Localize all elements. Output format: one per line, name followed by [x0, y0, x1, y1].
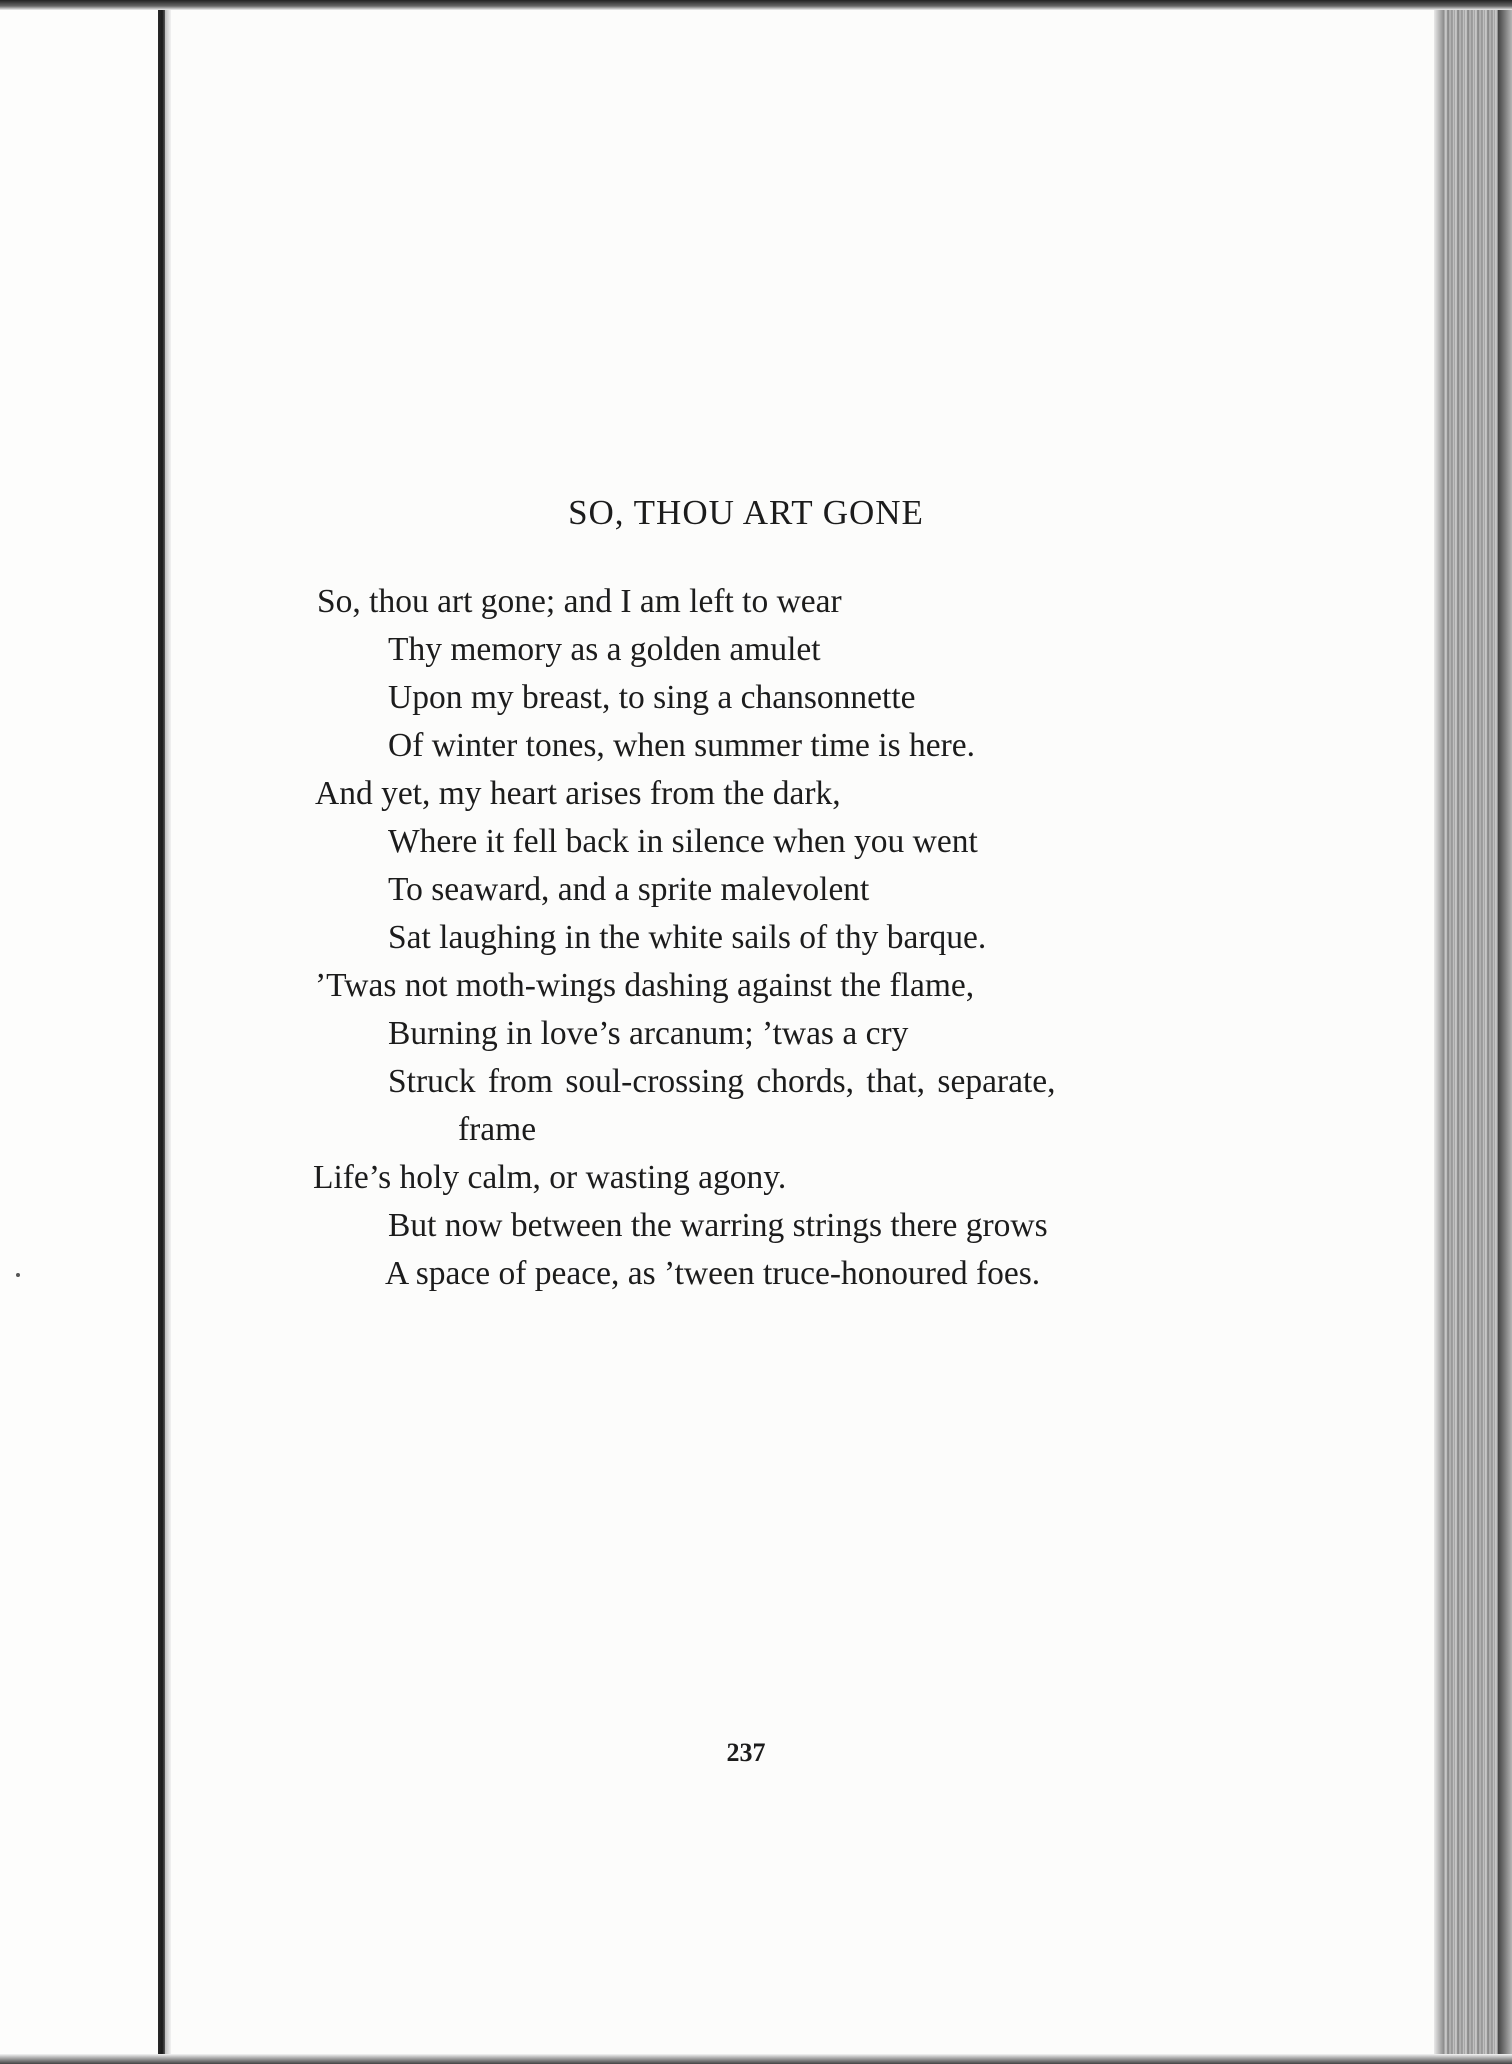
poem-line: So, thou art gone; and I am left to wear [317, 583, 842, 620]
poem-line: To seaward, and a sprite malevolent [388, 871, 870, 908]
poem-line: Life’s holy calm, or wasting agony. [313, 1159, 787, 1196]
poem-line-continuation: frame [458, 1111, 537, 1148]
ink-speck [16, 1273, 20, 1277]
poem-line: Sat laughing in the white sails of thy barque. [388, 919, 987, 956]
poem-title: SO, THOU ART GONE [568, 493, 924, 532]
poem-line: Burning in love’s arcanum; ’twas a cry [388, 1015, 909, 1052]
poem-line: ’Twas not moth-wings dashing against the flame, [315, 967, 975, 1004]
page-number: 237 [726, 1738, 766, 1767]
poem-line: Thy memory as a golden amulet [388, 631, 821, 668]
scan-top-border [0, 0, 1512, 10]
poem-line: Of winter tones, when summer time is here. [388, 727, 976, 764]
poem-line: Where it fell back in silence when you went [388, 823, 978, 860]
poem-line: Struck from soul-crossing chords, that, separate, [388, 1063, 1056, 1100]
scan-bottom-border [0, 2054, 1512, 2064]
poem-line: But now between the warring strings there grows [388, 1207, 1048, 1244]
poem-line: A space of peace, as ’tween truce-honoured foes. [385, 1255, 1041, 1292]
poem-line: Upon my breast, to sing a chansonnette [388, 679, 916, 716]
poem-line: And yet, my heart arises from the dark, [315, 775, 841, 812]
